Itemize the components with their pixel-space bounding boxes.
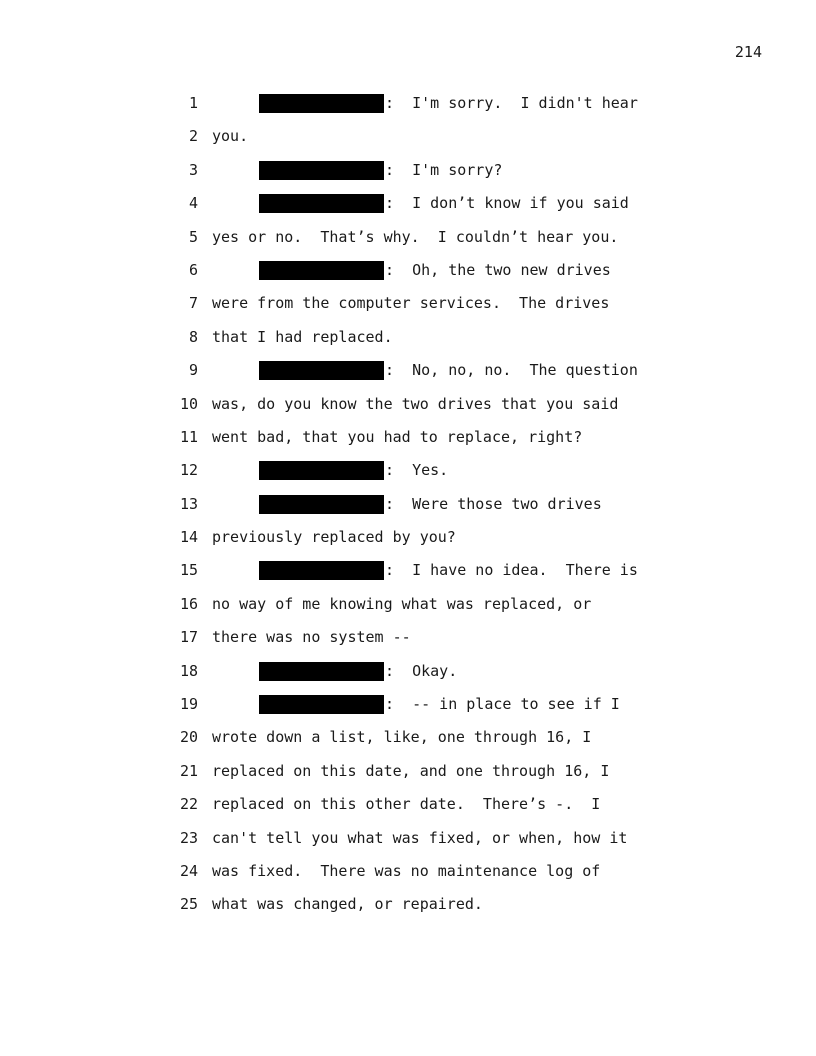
line-number: 19 — [179, 695, 198, 714]
line-text: : I don’t know if you said — [385, 194, 629, 213]
transcript-line — [0, 259, 816, 292]
line-number: 18 — [179, 661, 198, 680]
line-number: 7 — [188, 294, 198, 313]
line-text: : -- in place to see if I — [385, 695, 620, 714]
redacted-speaker-name — [259, 261, 384, 280]
line-number: 8 — [188, 327, 198, 346]
line-text: that I had replaced. — [212, 327, 393, 346]
transcript-line — [0, 226, 816, 259]
transcript-line — [0, 92, 816, 125]
transcript-line — [0, 359, 816, 392]
line-number: 20 — [179, 728, 198, 747]
line-number: 5 — [188, 227, 198, 246]
line-text: what was changed, or repaired. — [212, 895, 483, 914]
redacted-speaker-name — [259, 495, 384, 514]
line-text: was fixed. There was no maintenance log of — [212, 861, 601, 880]
transcript-line — [0, 726, 816, 759]
line-number: 17 — [179, 628, 198, 647]
line-text: you. — [212, 127, 249, 146]
transcript-line — [0, 393, 816, 426]
line-text: there was no system -- — [212, 628, 411, 647]
transcript-line — [0, 192, 816, 225]
transcript-line — [0, 593, 816, 626]
line-number: 16 — [179, 594, 198, 613]
line-number: 2 — [188, 127, 198, 146]
line-text: : Yes. — [385, 461, 449, 480]
transcript-line — [0, 125, 816, 158]
transcript-line — [0, 760, 816, 793]
line-text: : I'm sorry. I didn't hear — [385, 94, 638, 112]
line-number: 3 — [188, 160, 198, 179]
line-number: 21 — [179, 761, 198, 780]
line-text: : I'm sorry? — [385, 160, 503, 179]
redacted-speaker-name — [259, 194, 384, 213]
transcript-line — [0, 827, 816, 860]
line-number: 9 — [188, 361, 198, 380]
transcript-line — [0, 159, 816, 192]
line-text: yes or no. That’s why. I couldn’t hear you. — [212, 227, 619, 246]
line-number: 11 — [179, 427, 198, 446]
line-text: can't tell you what was fixed, or when, how it — [212, 828, 628, 847]
line-number: 12 — [179, 461, 198, 480]
line-text: replaced on this other date. There’s -. I — [212, 795, 601, 814]
line-number: 1 — [188, 94, 198, 112]
line-number: 6 — [188, 260, 198, 279]
line-text: : No, no, no. The question — [385, 361, 638, 380]
line-number: 22 — [179, 795, 198, 814]
line-number: 14 — [179, 528, 198, 547]
line-number: 4 — [188, 194, 198, 213]
line-text: : Were those two drives — [385, 494, 602, 513]
line-text: : Oh, the two new drives — [385, 260, 611, 279]
line-number: 10 — [179, 394, 198, 413]
redacted-speaker-name — [259, 94, 384, 113]
redacted-speaker-name — [259, 461, 384, 480]
transcript-line — [0, 526, 816, 559]
page-number: 214 — [734, 43, 762, 61]
transcript-line — [0, 660, 816, 693]
transcript-body — [0, 92, 816, 927]
redacted-speaker-name — [259, 561, 384, 580]
line-text: wrote down a list, like, one through 16, I — [212, 728, 592, 747]
transcript-line — [0, 559, 816, 592]
transcript-line — [0, 292, 816, 325]
line-text: replaced on this date, and one through 16, I — [212, 761, 610, 780]
transcript-line — [0, 426, 816, 459]
transcript-line — [0, 326, 816, 359]
transcript-line — [0, 626, 816, 659]
redacted-speaker-name — [259, 695, 384, 714]
transcript-line — [0, 793, 816, 826]
line-text: previously replaced by you? — [212, 528, 456, 547]
line-text: was, do you know the two drives that you said — [212, 394, 619, 413]
redacted-speaker-name — [259, 662, 384, 681]
line-text: : Okay. — [385, 661, 458, 680]
transcript-line — [0, 459, 816, 492]
line-number: 23 — [179, 828, 198, 847]
line-number: 15 — [179, 561, 198, 580]
transcript-line — [0, 860, 816, 893]
line-text: : I have no idea. There is — [385, 561, 638, 580]
line-text: went bad, that you had to replace, right? — [212, 427, 583, 446]
redacted-speaker-name — [259, 361, 384, 380]
line-number: 24 — [179, 861, 198, 880]
transcript-line — [0, 693, 816, 726]
line-text: no way of me knowing what was replaced, or — [212, 594, 592, 613]
transcript-line — [0, 893, 816, 926]
line-number: 25 — [179, 895, 198, 914]
line-text: were from the computer services. The drives — [212, 294, 610, 313]
transcript-line — [0, 493, 816, 526]
redacted-speaker-name — [259, 161, 384, 180]
line-number: 13 — [179, 494, 198, 513]
